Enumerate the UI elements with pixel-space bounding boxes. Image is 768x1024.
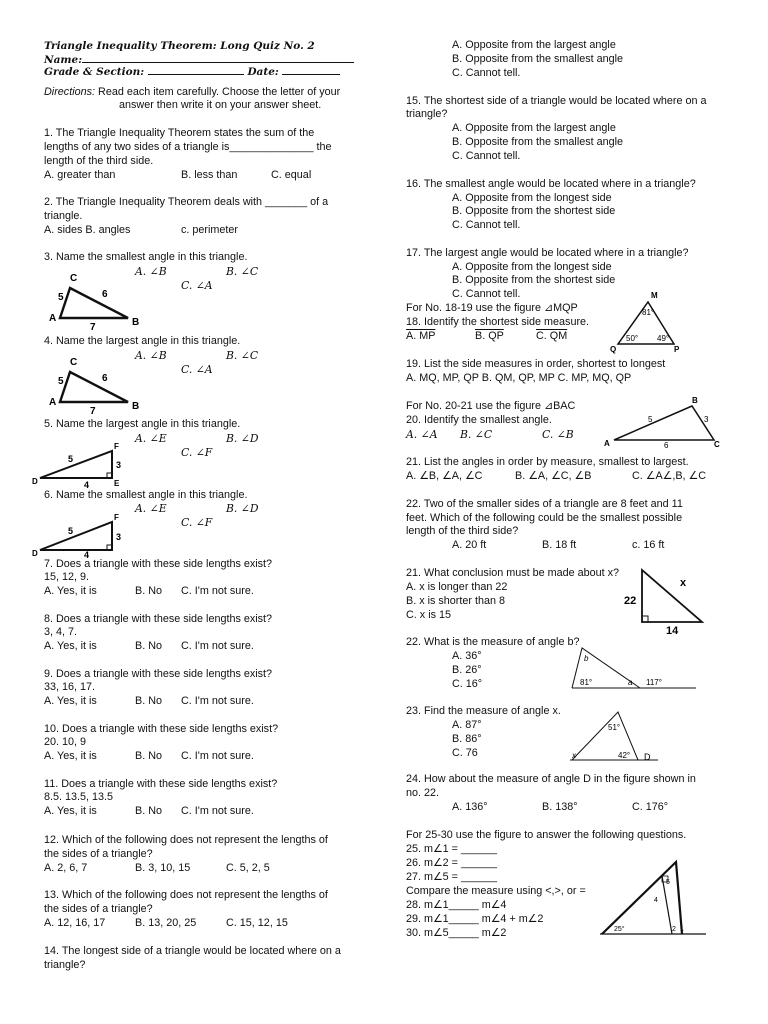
q21-option-c: C. ∠A∠,B, ∠C bbox=[632, 470, 707, 482]
side-5: 5 bbox=[68, 526, 74, 536]
q24-line1: 24. How about the measure of angle D in the figure shown in bbox=[406, 773, 696, 785]
side-5: 5 bbox=[648, 415, 653, 424]
name-label: Name: bbox=[44, 54, 83, 66]
q1-line2: lengths of any two sides of a triangle is______________ the bbox=[44, 141, 332, 153]
q18-option-b: B. QP bbox=[475, 330, 504, 342]
angle-5: 5 bbox=[666, 879, 670, 886]
q18-option-c: C. QM bbox=[536, 330, 568, 342]
vertex-a: A bbox=[49, 313, 57, 324]
vertex-e: E bbox=[114, 479, 120, 488]
angle-x: x bbox=[572, 751, 576, 760]
vertex-d: D bbox=[644, 752, 651, 762]
q17-option-b: B. Opposite from the shortest side bbox=[452, 274, 616, 286]
q2-line1: 2. The Triangle Inequality Theorem deals with _______ of a bbox=[44, 196, 329, 208]
q8-line2: 3, 4, 7. bbox=[44, 626, 78, 638]
q22b-line1: 22. What is the measure of angle b? bbox=[406, 636, 580, 648]
side-x: x bbox=[680, 577, 687, 589]
q20-line1: 20. Identify the smallest angle. bbox=[406, 414, 552, 426]
triangle-bac-shape bbox=[614, 406, 714, 440]
q25-intro: For 25-30 use the figure to answer the following questions. bbox=[406, 829, 687, 841]
side-5: 5 bbox=[58, 376, 64, 387]
q18-intro: For No. 18-19 use the figure ⊿MQP bbox=[406, 302, 578, 314]
vertex-b: B bbox=[692, 396, 698, 405]
side-22: 22 bbox=[624, 595, 637, 607]
q17-line1: 17. The largest angle would be located where in a triangle? bbox=[406, 247, 689, 259]
q19-options: A. MQ, MP, QP B. QM, QP, MP C. MP, MQ, QP bbox=[406, 372, 632, 384]
vertex-d: D bbox=[32, 477, 38, 486]
q23-option-c: C. 76 bbox=[452, 747, 478, 759]
q22b-option-c: C. 16° bbox=[452, 678, 483, 690]
triangle-angle-x-figure bbox=[566, 708, 666, 764]
q3-option-b: B. ∠C bbox=[226, 265, 259, 278]
q6-stem: 6. Name the smallest angle in this triangle. bbox=[44, 489, 248, 501]
q11-line1: 11. Does a triangle with these side lengths exist? bbox=[44, 778, 278, 790]
q25-line: 25. m∠1 = ______ bbox=[406, 843, 498, 855]
q5-stem: 5. Name the largest angle in this triangle. bbox=[44, 418, 241, 430]
q23-option-a: A. 87° bbox=[452, 719, 482, 731]
q1-option-b: B. less than bbox=[181, 169, 238, 181]
side-4: 4 bbox=[84, 480, 90, 490]
vertex-a: A bbox=[604, 439, 610, 448]
q11-option-b: B. No bbox=[135, 805, 163, 817]
q7-option-a: A. Yes, it is bbox=[44, 585, 97, 597]
q21-line1: 21. List the angles in order by measure, smallest to largest. bbox=[406, 456, 689, 468]
grade-label: Grade & Section: bbox=[44, 66, 145, 78]
q3-option-c: C. ∠A bbox=[181, 279, 213, 292]
q21-option-a: A. ∠B, ∠A, ∠C bbox=[406, 470, 483, 482]
q12-option-c: C. 5, 2, 5 bbox=[226, 862, 270, 874]
vertex-b: B bbox=[132, 401, 140, 412]
q18-line1: 18. Identify the shortest side measure. bbox=[406, 316, 590, 328]
q21-option-b: B. ∠A, ∠C, ∠B bbox=[515, 470, 592, 482]
side-6: 6 bbox=[102, 373, 108, 384]
q22-line3: length of the third side? bbox=[406, 525, 519, 537]
q30-line: 30. m∠5_____ m∠2 bbox=[406, 927, 507, 939]
side-14: 14 bbox=[666, 625, 679, 636]
angle-b: b bbox=[584, 654, 589, 663]
directions-label: Directions: bbox=[44, 86, 96, 98]
vertex-c: C bbox=[70, 357, 78, 368]
q24-option-c: C. 176° bbox=[632, 801, 669, 813]
angle-117: 117° bbox=[646, 678, 662, 687]
q24-option-b: B. 138° bbox=[542, 801, 578, 813]
q16-option-b: B. Opposite from the shortest side bbox=[452, 205, 616, 217]
side-3: 3 bbox=[116, 532, 122, 542]
angle-1: 1 bbox=[680, 926, 684, 933]
angle-51: 51° bbox=[608, 723, 621, 732]
q23-option-b: B. 86° bbox=[452, 733, 482, 745]
q19-line1: 19. List the side measures in order, shortest to longest bbox=[406, 358, 666, 370]
vertex-a: A bbox=[49, 397, 57, 408]
angle-a: a bbox=[628, 678, 633, 687]
triangle-abc-shape bbox=[60, 288, 128, 318]
q21b-option-a: A. x is longer than 22 bbox=[406, 581, 508, 593]
side-5: 5 bbox=[68, 454, 74, 464]
q22-option-a: A. 20 ft bbox=[452, 539, 487, 551]
q13-option-b: B. 13, 20, 25 bbox=[135, 917, 197, 929]
q1-option-c: C. equal bbox=[271, 169, 312, 181]
triangle-def-shape bbox=[40, 522, 112, 550]
q9-option-a: A. Yes, it is bbox=[44, 695, 97, 707]
angle-2: 2 bbox=[672, 926, 676, 933]
q18-option-a: A. MP bbox=[406, 330, 436, 342]
side-6: 6 bbox=[102, 289, 108, 300]
angle-q: 50° bbox=[626, 334, 639, 343]
q22-option-b: B. 18 ft bbox=[542, 539, 577, 551]
q1-option-a: A. greater than bbox=[44, 169, 116, 181]
date-label: Date: bbox=[247, 66, 279, 78]
q6-option-a: A. ∠E bbox=[135, 502, 167, 515]
q13-line2: the sides of a triangle? bbox=[44, 903, 153, 915]
side-3: 3 bbox=[704, 415, 709, 424]
q5-option-b: B. ∠D bbox=[226, 432, 259, 445]
q10-option-a: A. Yes, it is bbox=[44, 750, 97, 762]
right-triangle-x-figure bbox=[620, 566, 720, 636]
side-5: 5 bbox=[58, 292, 64, 303]
q9-option-b: B. No bbox=[135, 695, 163, 707]
q3-stem: 3. Name the smallest angle in this triangle. bbox=[44, 251, 248, 263]
q20-option-c: C. ∠B bbox=[542, 428, 574, 441]
vertex-f: F bbox=[114, 442, 119, 451]
q4-option-a: A. ∠B bbox=[135, 349, 167, 362]
q8-option-a: A. Yes, it is bbox=[44, 640, 97, 652]
q20-option-b: B. ∠C bbox=[460, 428, 493, 441]
q7-line2: 15, 12, 9. bbox=[44, 571, 90, 583]
q4-option-b: B. ∠C bbox=[226, 349, 259, 362]
q24-line2: no. 22. bbox=[406, 787, 440, 799]
q15-line1: 15. The shortest side of a triangle would be located where on a bbox=[406, 95, 707, 107]
triangle-def-figure bbox=[30, 442, 140, 492]
vertex-b: B bbox=[132, 317, 140, 328]
vertex-d: D bbox=[32, 549, 38, 558]
q26-line: 26. m∠2 = ______ bbox=[406, 857, 498, 869]
right-triangle-shape bbox=[642, 570, 702, 622]
angle-81: 81° bbox=[580, 678, 593, 687]
q15-option-b: B. Opposite from the smallest angle bbox=[452, 136, 624, 148]
q15-line2: triangle? bbox=[406, 108, 448, 120]
q7-line1: 7. Does a triangle with these side lengths exist? bbox=[44, 558, 273, 570]
q14-option-c: C. Cannot tell. bbox=[452, 67, 521, 79]
q8-option-c: C. I'm not sure. bbox=[181, 640, 254, 652]
q16-line1: 16. The smallest angle would be located where in a triangle? bbox=[406, 178, 696, 190]
q29-line: 29. m∠1_____ m∠4 + m∠2 bbox=[406, 913, 544, 925]
q21b-option-b: B. x is shorter than 8 bbox=[406, 595, 506, 607]
q9-line1: 9. Does a triangle with these side lengths exist? bbox=[44, 668, 273, 680]
side-7: 7 bbox=[90, 322, 96, 330]
q16-option-a: A. Opposite from the longest side bbox=[452, 192, 612, 204]
directions-line2: answer then write it on your answer sheet. bbox=[119, 99, 322, 111]
q2-option-ab: A. sides B. angles bbox=[44, 224, 131, 236]
q22-line1: 22. Two of the smaller sides of a triangle are 8 feet and 11 bbox=[406, 498, 683, 510]
q5-option-a: A. ∠E bbox=[135, 432, 167, 445]
triangle-def-figure-2 bbox=[30, 512, 140, 558]
q4-stem: 4. Name the largest angle in this triangle. bbox=[44, 335, 241, 347]
triangle-abc-shape bbox=[60, 372, 128, 402]
q1-line3: length of the third side. bbox=[44, 155, 154, 167]
q11-line2: 8.5. 13.5, 13.5 bbox=[44, 791, 114, 803]
angle-4: 4 bbox=[654, 897, 658, 904]
q12-option-a: A. 2, 6, 7 bbox=[44, 862, 88, 874]
q10-line1: 10. Does a triangle with these side lengths exist? bbox=[44, 723, 279, 735]
triangle-def-shape bbox=[40, 451, 112, 478]
side-6: 6 bbox=[664, 441, 669, 450]
q9-line2: 33, 16, 17. bbox=[44, 681, 96, 693]
angle-p: 49° bbox=[657, 334, 670, 343]
triangle-bac-figure bbox=[600, 394, 726, 450]
q15-option-c: C. Cannot tell. bbox=[452, 150, 521, 162]
directions: Directions: Read each item carefully. Choose the letter of your bbox=[44, 86, 341, 98]
q10-option-b: B. No bbox=[135, 750, 163, 762]
q16-option-c: C. Cannot tell. bbox=[452, 219, 521, 231]
q12-option-b: B. 3, 10, 15 bbox=[135, 862, 191, 874]
compare-instruction: Compare the measure using <,>, or = bbox=[406, 885, 586, 897]
q22-option-c: c. 16 ft bbox=[632, 539, 665, 551]
triangle-abc-figure bbox=[44, 270, 144, 330]
q27-line: 27. m∠5 = ______ bbox=[406, 871, 498, 883]
q9-option-c: C. I'm not sure. bbox=[181, 695, 254, 707]
q11-option-c: C. I'm not sure. bbox=[181, 805, 254, 817]
q22b-option-a: A. 36° bbox=[452, 650, 482, 662]
q14-option-b: B. Opposite from the smallest angle bbox=[452, 53, 624, 65]
q13-option-a: A. 12, 16, 17 bbox=[44, 917, 106, 929]
q10-option-c: C. I'm not sure. bbox=[181, 750, 254, 762]
q13-option-c: C. 15, 12, 15 bbox=[226, 917, 288, 929]
grade-section-field bbox=[44, 64, 340, 79]
grade-blank bbox=[148, 64, 244, 75]
side-7: 7 bbox=[90, 406, 96, 414]
vertex-q: Q bbox=[610, 345, 617, 354]
vertex-c: C bbox=[714, 440, 720, 449]
q7-option-b: B. No bbox=[135, 585, 163, 597]
q10-line2: 20. 10, 9 bbox=[44, 736, 87, 748]
q21b-line1: 21. What conclusion must be made about x? bbox=[406, 567, 620, 579]
q6-option-c: C. ∠F bbox=[181, 516, 213, 529]
q3-option-a: A. ∠B bbox=[135, 265, 167, 278]
triangle-mqp-figure bbox=[608, 288, 688, 354]
q17-option-a: A. Opposite from the longest side bbox=[452, 261, 612, 273]
q14-line1: 14. The longest side of a triangle would be located where on a bbox=[44, 945, 341, 957]
q11-option-a: A. Yes, it is bbox=[44, 805, 97, 817]
q4-option-c: C. ∠A bbox=[181, 363, 213, 376]
q14-line2: triangle? bbox=[44, 959, 86, 971]
side-4: 4 bbox=[84, 550, 90, 558]
q8-line1: 8. Does a triangle with these side lengths exist? bbox=[44, 613, 273, 625]
q15-option-a: A. Opposite from the largest angle bbox=[452, 122, 616, 134]
q2-option-c: c. perimeter bbox=[181, 224, 238, 236]
q20-intro: For No. 20-21 use the figure ⊿BAC bbox=[406, 400, 576, 412]
quiz-title: Triangle Inequality Theorem: Long Quiz No. 2 bbox=[44, 40, 315, 52]
q20-option-a: A. ∠A bbox=[406, 428, 438, 441]
q17-option-c: C. Cannot tell. bbox=[452, 288, 521, 300]
q24-option-a: A. 136° bbox=[452, 801, 488, 813]
date-blank bbox=[282, 64, 340, 75]
q22-line2: feet. Which of the following could be the smallest possible bbox=[406, 512, 683, 524]
triangle-abc-figure-2 bbox=[44, 354, 144, 414]
q22b-option-b: B. 26° bbox=[452, 664, 482, 676]
angle-m: 81° bbox=[642, 308, 655, 317]
q8-option-b: B. No bbox=[135, 640, 163, 652]
side-3: 3 bbox=[116, 460, 122, 470]
vertex-c: C bbox=[70, 273, 78, 284]
q21b-option-c: C. x is 15 bbox=[406, 609, 452, 621]
q6-option-b: B. ∠D bbox=[226, 502, 259, 515]
right-angle-mark bbox=[642, 616, 648, 622]
q5-option-c: C. ∠F bbox=[181, 446, 213, 459]
angle-42: 42° bbox=[618, 751, 631, 760]
angle-25: 25° bbox=[614, 926, 625, 933]
q1-line1: 1. The Triangle Inequality Theorem states the sum of the bbox=[44, 127, 315, 139]
triangle-angle-b-figure bbox=[568, 644, 704, 694]
vertex-p: P bbox=[674, 345, 680, 354]
q28-line: 28. m∠1_____ m∠4 bbox=[406, 899, 507, 911]
vertex-f: F bbox=[114, 513, 119, 522]
q12-line1: 12. Which of the following does not represent the lengths of bbox=[44, 834, 328, 846]
q23-line1: 23. Find the measure of angle x. bbox=[406, 705, 561, 717]
name-blank bbox=[82, 52, 354, 63]
q7-option-c: C. I'm not sure. bbox=[181, 585, 254, 597]
q14-option-a: A. Opposite from the largest angle bbox=[452, 39, 616, 51]
q13-line1: 13. Which of the following does not represent the lengths of bbox=[44, 889, 328, 901]
q2-line2: triangle. bbox=[44, 210, 83, 222]
triangle-25-30-figure bbox=[596, 856, 708, 940]
vertex-m: M bbox=[651, 291, 658, 300]
q12-line2: the sides of a triangle? bbox=[44, 848, 153, 860]
